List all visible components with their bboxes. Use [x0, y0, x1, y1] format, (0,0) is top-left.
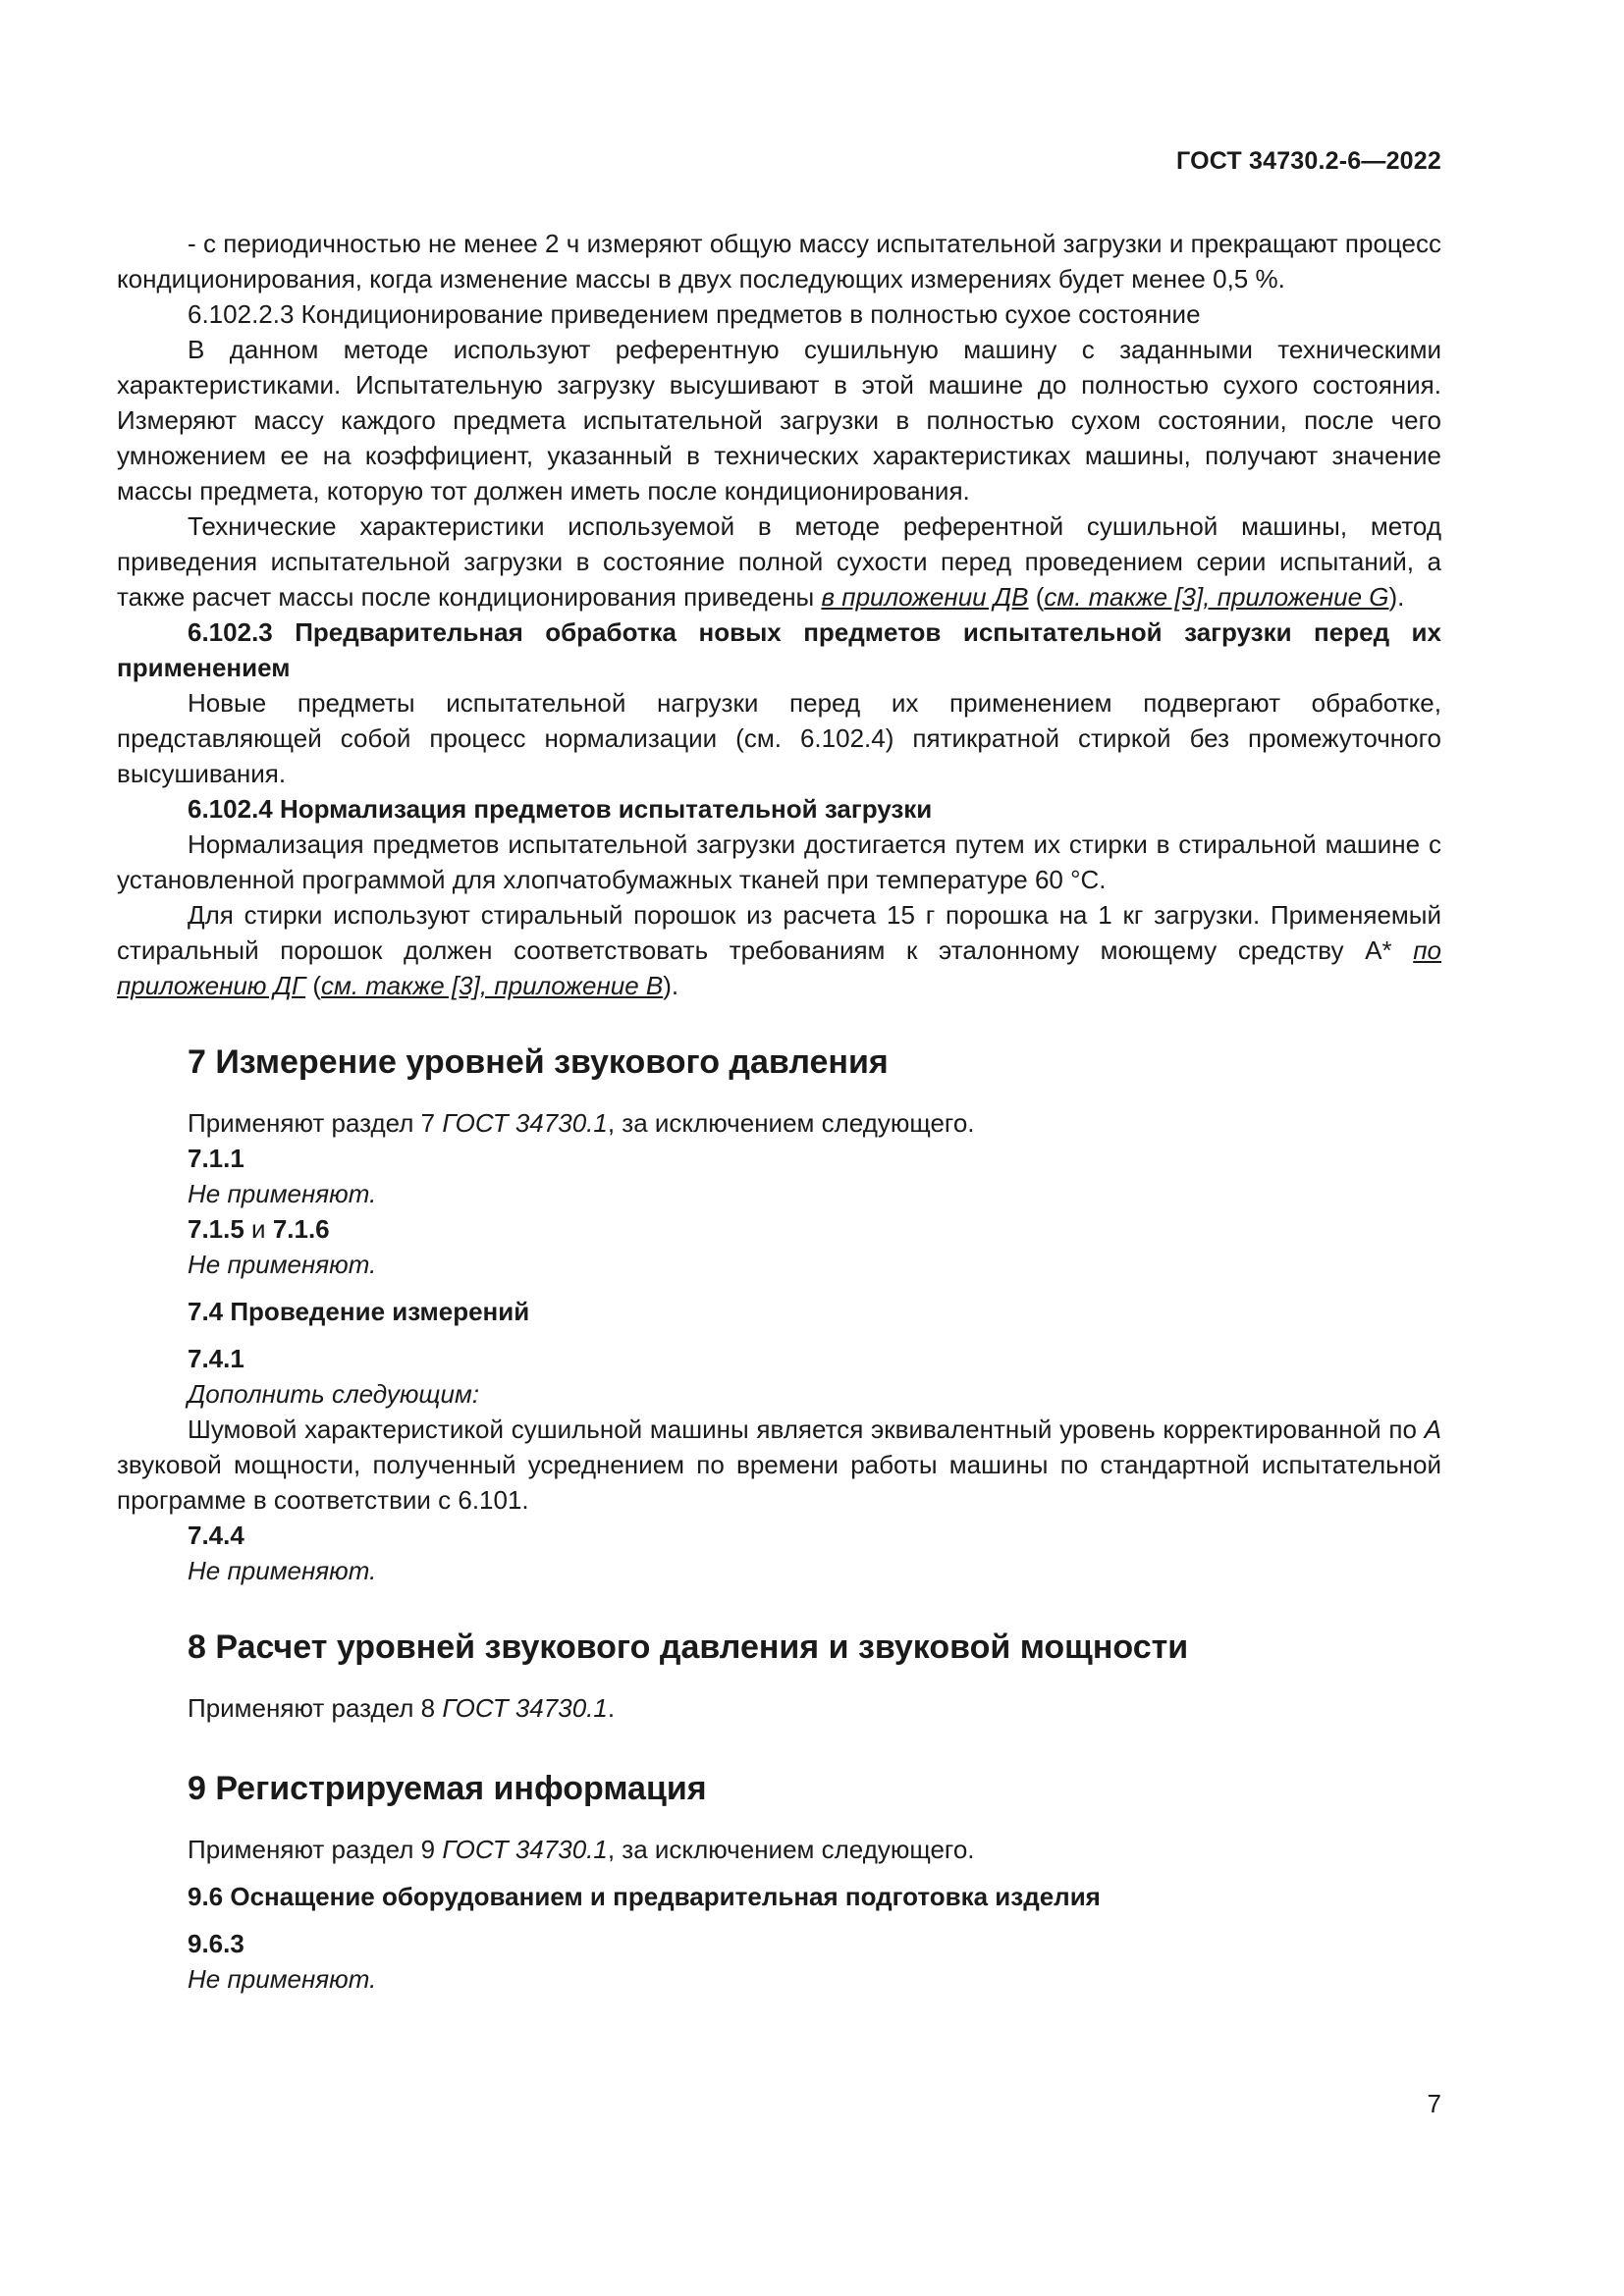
- standard-reference: ГОСТ 34730.1: [442, 1693, 608, 1723]
- subsection-7-4-title: 7.4 Проведение измерений: [188, 1297, 530, 1326]
- clause-7-1-1: 7.1.1: [188, 1144, 244, 1173]
- standard-designation: ГОСТ 34730.2-6—2022: [1176, 147, 1441, 175]
- clause-7-1-5-and-7-1-6: [117, 1211, 1441, 1247]
- section-8-intro: [117, 1690, 1441, 1726]
- paren-close: ).: [663, 971, 679, 1000]
- clause-number: 7.1.6: [272, 1214, 330, 1244]
- paragraph-pretreatment: Новые предметы испытательной нагрузки перед их применением подвергают обработке, представляющей собой процесс нормализации (см. 6.102.4) пятикратной стиркой без промежуточного высушивания.: [117, 688, 1441, 788]
- not-applied-note: Не применяют.: [188, 1179, 377, 1208]
- paragraph-text: Для стирки используют стиральный порошок из расчета 15 г порошка на 1 кг загрузки. Применяемый стиральный порошок должен соответствовать требованиям к эталонному моющему средству А*: [117, 900, 1441, 965]
- external-reference-link[interactable]: см. также [3], приложение В: [321, 971, 664, 1000]
- weighting-letter: А: [1424, 1415, 1441, 1444]
- not-applied-note: Не применяют.: [188, 1250, 377, 1279]
- intro-text: .: [607, 1693, 616, 1723]
- not-applied-note: Не применяют.: [188, 1964, 377, 1994]
- paragraph-normalization: Нормализация предметов испытательной загрузки достигается путем их стирки в стиральной машине с установленной программой для хлопчатобумажных тканей при температуре 60 °С.: [117, 829, 1441, 894]
- section-7-intro: [117, 1105, 1441, 1141]
- paren-close: ).: [1388, 582, 1405, 612]
- conjunction: и: [244, 1214, 273, 1244]
- standard-reference: ГОСТ 34730.1: [442, 1835, 608, 1864]
- document-body: [117, 226, 1441, 1997]
- page-number: 7: [1427, 2089, 1441, 2118]
- annex-reference-link[interactable]: по приложению ДГ: [117, 935, 1441, 1000]
- paragraph-text: Шумовой характеристикой сушильной машины является эквивалентный уровень корректированной по: [188, 1415, 1425, 1444]
- intro-text: , за исключением следующего.: [607, 1835, 975, 1864]
- paragraph-dryer-characteristics: [117, 508, 1441, 614]
- paragraph-periodicity: - с периодичностью не менее 2 ч измеряют общую массу испытательной загрузки и прекращают процесс кондиционирования, когда изменение массы в двух последующих измерениях будет менее 0,5 %.: [117, 229, 1441, 294]
- clause-number: 7.1.5: [188, 1214, 244, 1244]
- clause-7-4-4: 7.4.4: [188, 1521, 244, 1550]
- paragraph-text: звуковой мощности, полученный усреднением по времени работы машины по стандартной испытательной программе в соответствии с 6.101.: [117, 1450, 1441, 1515]
- paragraph-text: Технические характеристики используемой в методе референтной сушильной машины, метод приведения испытательной загрузки в состояние полной сухости перед проведением серии испытаний, а также расчет массы после кондиционирования приведены: [117, 511, 1441, 612]
- annex-reference-link[interactable]: в приложении ДВ: [821, 582, 1029, 612]
- paragraph-noise-characteristic: [117, 1412, 1441, 1518]
- subsection-9-6-title: 9.6 Оснащение оборудованием и предварительная подготовка изделия: [188, 1882, 1101, 1911]
- supplement-note: Дополнить следующим:: [188, 1379, 480, 1409]
- standard-reference: ГОСТ 34730.1: [442, 1108, 608, 1138]
- section-7-title: 7 Измерение уровней звукового давления: [188, 1043, 889, 1081]
- clause-7-4-1: 7.4.1: [188, 1344, 244, 1373]
- intro-text: , за исключением следующего.: [607, 1108, 975, 1138]
- clause-6-102-4-heading: 6.102.4 Нормализация предметов испытательной загрузки: [188, 794, 933, 824]
- clause-9-6-3: 9.6.3: [188, 1929, 244, 1958]
- intro-text: Применяют раздел 7: [188, 1108, 443, 1138]
- intro-text: Применяют раздел 8: [188, 1693, 443, 1723]
- not-applied-note: Не применяют.: [188, 1556, 377, 1585]
- clause-6-102-3-heading: 6.102.3 Предварительная обработка новых предметов испытательной загрузки перед их применением: [117, 617, 1441, 682]
- paragraph-reference-dryer: В данном методе используют референтную сушильную машину с заданными техническими характеристиками. Испытательную загрузку высушивают в этой машине до полностью сухого состояния. Измеряют массу каждого предмета испытательной загрузки в полностью сухом состоянии, после чего умножением ее на коэффициент, указанный в технических характеристиках машины, получают значение массы предмета, которую тот должен иметь после кондиционирования.: [117, 335, 1441, 506]
- section-9-intro: [117, 1832, 1441, 1867]
- paren-open: (: [305, 971, 322, 1000]
- external-reference-link[interactable]: см. также [3], приложение G: [1044, 582, 1389, 612]
- section-8-title: 8 Расчет уровней звукового давления и звуковой мощности: [188, 1629, 1189, 1666]
- paragraph-detergent: [117, 897, 1441, 1003]
- paren-open: (: [1028, 582, 1045, 612]
- section-9-title: 9 Регистрируемая информация: [188, 1770, 707, 1807]
- intro-text: Применяют раздел 9: [188, 1835, 443, 1864]
- clause-6-102-2-3: 6.102.2.3 Кондиционирование приведением предметов в полностью сухое состояние: [188, 299, 1201, 329]
